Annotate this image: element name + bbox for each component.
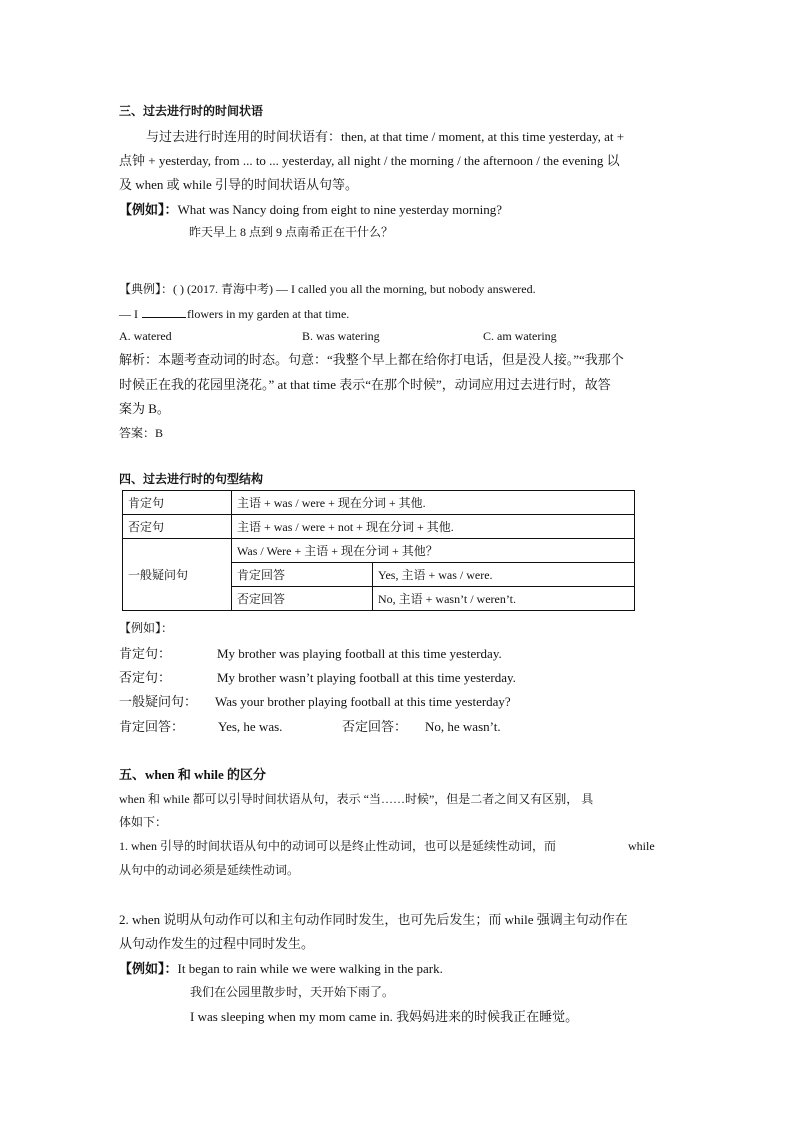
row-text-negative: My brother wasn’t playing football at this time yesterday.	[217, 670, 516, 685]
affirmative-label: 肯定句	[123, 491, 232, 515]
example-label: 【例如】：	[119, 202, 178, 217]
section3-paragraph-line2: 点钟 + yesterday, from ... to ... yesterday, all night / the morning / the afternoon / the evening 以	[119, 153, 620, 168]
section5-intro-line1: when 和 while 都可以引导时间状语从句，表示 “当……时候”，但是二者之间又有区别， 具	[119, 792, 594, 806]
negative-label: 否定句	[123, 515, 232, 539]
option-c: C. am watering	[483, 329, 557, 343]
section3-heading: 三、过去进行时的时间状语	[119, 104, 264, 118]
section3-example-chinese: 昨天早上 8 点到 9 点南希正在干什么？	[189, 225, 394, 239]
example-english: What was Nancy doing from eight to nine yesterday morning?	[177, 202, 503, 217]
row-label-negative: 否定句：	[119, 670, 172, 685]
negative-rule: 主语 + was / were + not + 现在分词 + 其他.	[232, 515, 635, 539]
analysis-line1: 解析：本题考查动词的时态。句意：“我整个早上都在给你打电话，但是没人接。”“我那个	[119, 352, 624, 367]
question-label: 一般疑问句	[123, 539, 232, 611]
section3-paragraph-line3: 及 when 或 while 引导的时间状语从句等。	[119, 177, 359, 192]
row-label-affirmative: 肯定句：	[119, 646, 172, 661]
section3-example	[119, 203, 502, 216]
answer-blank	[142, 306, 186, 318]
section4-example-label: 【例如】：	[119, 621, 174, 635]
row-text-affirmative: My brother was playing football at this time yesterday.	[217, 646, 502, 661]
positive-answer-text: Yes, he was.	[218, 719, 283, 734]
negative-answer-rule: No, 主语 + wasn’t / weren’t.	[373, 587, 635, 611]
row-label-question: 一般疑问句：	[119, 694, 198, 709]
positive-answer-rule: Yes, 主语 + was / were.	[373, 563, 635, 587]
classic-line2-start: — I	[119, 307, 138, 321]
classic-line2-end: flowers in my garden at that time.	[187, 307, 350, 321]
positive-answer-label: 肯定回答：	[119, 719, 185, 734]
point1-line2: 从句中的动词必须是延续性动词。	[119, 863, 300, 877]
example1-chinese: 我们在公园里散步时，天开始下雨了。	[190, 985, 395, 999]
option-b: B. was watering	[302, 329, 380, 343]
question-rule: Was / Were + 主语 + 现在分词 + 其他？	[232, 539, 635, 563]
section5-example	[119, 962, 443, 975]
section5-intro-line2: 体如下：	[119, 815, 168, 829]
analysis-line2: 时候正在我的花园里浇花。” at that time 表示“在那个时候”，动词应用过去进行时，故答	[119, 377, 611, 392]
classic-question: 【典例】：( ) (2017. 青海中考) — I called you all the morning, but nobody answered.	[119, 282, 536, 296]
point1-while: while	[628, 839, 655, 853]
example1-english: It began to rain while we were walking in the park.	[177, 961, 443, 976]
section3-paragraph-line1: 与过去进行时连用的时间状语有：then, at that time / moment, at this time yesterday, at +	[146, 129, 625, 144]
negative-answer-text: No, he wasn’t.	[425, 719, 501, 734]
option-a: A. watered	[119, 329, 172, 343]
section5-heading: 五、when 和 while 的区分	[119, 767, 266, 782]
point1-line1: 1. when 引导的时间状语从句中的动词可以是终止性动词，也可以是延续性动词，而	[119, 839, 556, 853]
point2-line1: 2. when 说明从句动作可以和主句动作同时发生，也可先后发生；而 while 强调主句动作在	[119, 912, 628, 927]
sentence-structure-table	[122, 490, 635, 611]
negative-answer-label: 否定回答：	[342, 719, 408, 734]
classic-line2	[119, 306, 349, 320]
affirmative-rule: 主语 + was / were + 现在分词 + 其他.	[232, 491, 635, 515]
example2: I was sleeping when my mom came in. 我妈妈进来的时候我正在睡觉。	[190, 1009, 579, 1024]
row-text-question: Was your brother playing football at this time yesterday?	[215, 694, 511, 709]
answer-line: 答案：B	[119, 426, 164, 440]
point2-line2: 从句动作发生的过程中同时发生。	[119, 936, 315, 951]
table-row	[123, 491, 635, 515]
analysis-line3: 案为 B。	[119, 401, 170, 416]
positive-answer-label: 肯定回答	[232, 563, 373, 587]
example-label: 【例如】：	[119, 961, 178, 976]
table-row	[123, 515, 635, 539]
negative-answer-label: 否定回答	[232, 587, 373, 611]
section4-heading: 四、过去进行时的句型结构	[119, 472, 264, 486]
table-row	[123, 539, 635, 563]
